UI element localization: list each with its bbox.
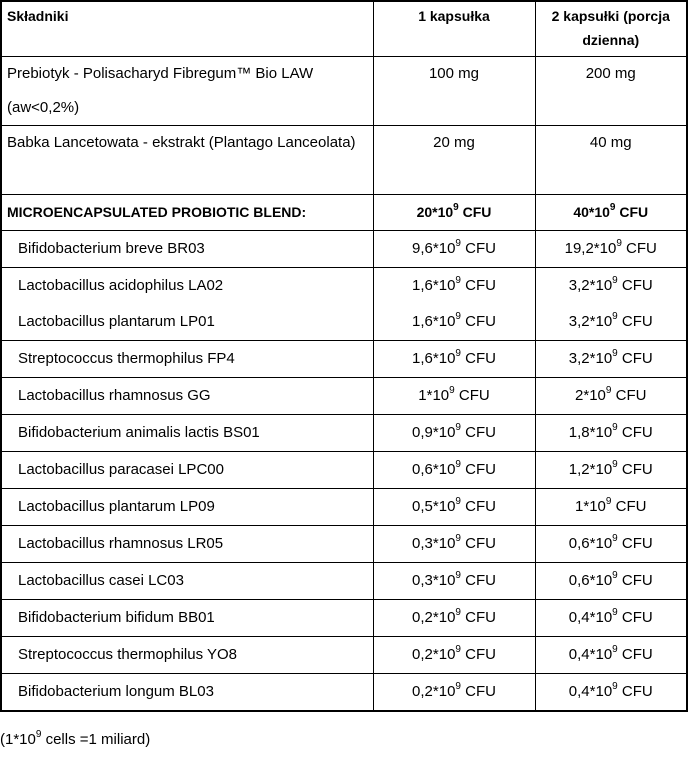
value-prefix: 3,2*10 (568, 277, 613, 294)
cell-one-capsule (373, 268, 535, 305)
value-unit: CFU (617, 609, 653, 626)
cell-two-capsules (535, 674, 687, 712)
cell-two-capsules (535, 526, 687, 563)
cell-two-capsules (535, 452, 687, 489)
cell-two-capsules (535, 489, 687, 526)
table-row-strain (1, 231, 687, 268)
value-unit: CFU (617, 424, 653, 441)
cell-strain-name: Lactobacillus plantarum LP09 (1, 489, 373, 526)
value-exponent: 9 (455, 496, 461, 507)
cell-strain-name: Lactobacillus paracasei LPC00 (1, 452, 373, 489)
value-exponent: 9 (455, 311, 461, 322)
value-exponent: 9 (455, 644, 461, 655)
cell-two-capsules (535, 268, 687, 305)
value-exponent: 9 (609, 202, 616, 214)
value-unit: CFU (460, 313, 496, 330)
value-exponent: 9 (455, 348, 461, 359)
value-unit: CFU (617, 572, 653, 589)
value-prefix: 1,8*10 (568, 424, 613, 441)
value-unit: CFU (460, 498, 496, 515)
table-row-strain (1, 268, 687, 305)
footnote-exponent: 9 (35, 729, 42, 740)
table-row-strain (1, 600, 687, 637)
cell-one-capsule (373, 195, 535, 231)
cell-blend-name: MICROENCAPSULATED PROBIOTIC BLEND: (1, 195, 373, 231)
value-exponent: 9 (616, 238, 622, 249)
cell-ingredient-name: Babka Lancetowata - ekstrakt (Plantago Lanceolata) (1, 126, 373, 195)
table-row-prebiotic (1, 57, 687, 126)
cell-two-capsules (535, 378, 687, 415)
cell-one-capsule (373, 526, 535, 563)
value-unit: CFU (615, 204, 649, 220)
value-unit: CFU (617, 646, 653, 663)
cell-strain-name: Lactobacillus casei LC03 (1, 563, 373, 600)
value-exponent: 9 (455, 238, 461, 249)
value-prefix: 1*10 (418, 387, 450, 404)
table-row-strain (1, 489, 687, 526)
value-prefix: 0,4*10 (568, 646, 613, 663)
value-unit: CFU (460, 609, 496, 626)
value-exponent: 9 (455, 275, 461, 286)
cell-one-capsule: 100 mg (373, 57, 535, 126)
header-ingredient: Składniki (1, 1, 373, 57)
value-prefix: 20*10 (416, 204, 454, 220)
value-exponent: 9 (455, 459, 461, 470)
cell-strain-name: Streptococcus thermophilus FP4 (1, 341, 373, 378)
footnote-suffix: cells =1 miliard) (41, 731, 151, 748)
cell-one-capsule (373, 452, 535, 489)
cell-one-capsule (373, 563, 535, 600)
value-prefix: 0,2*10 (412, 646, 456, 663)
value-exponent: 9 (453, 202, 459, 214)
value-unit: CFU (617, 350, 653, 367)
value-prefix: 1,6*10 (412, 350, 456, 367)
value-exponent: 9 (612, 533, 618, 544)
value-exponent: 9 (455, 681, 461, 692)
value-unit: CFU (460, 424, 496, 441)
value-unit: CFU (611, 387, 647, 404)
value-prefix: 1,6*10 (412, 277, 456, 294)
value-prefix: 0,2*10 (412, 609, 456, 626)
cell-strain-name: Bifidobacterium animalis lactis BS01 (1, 415, 373, 452)
value-prefix: 3,2*10 (568, 350, 613, 367)
cell-two-capsules: 200 mg (535, 57, 687, 126)
value-unit: CFU (458, 204, 492, 220)
value-prefix: 0,6*10 (568, 572, 613, 589)
header-two-capsules: 2 kapsułki (porcja dzienna) (535, 1, 687, 57)
cell-one-capsule (373, 674, 535, 712)
value-prefix: 0,5*10 (412, 498, 456, 515)
cell-one-capsule (373, 637, 535, 674)
table-header-row (1, 1, 687, 57)
value-prefix: 0,2*10 (412, 683, 456, 700)
value-prefix: 0,9*10 (412, 424, 456, 441)
table-row-blend (1, 195, 687, 231)
cell-strain-name: Lactobacillus rhamnosus LR05 (1, 526, 373, 563)
value-prefix: 3,2*10 (568, 313, 613, 330)
value-unit: CFU (460, 277, 496, 294)
value-prefix: 0,3*10 (412, 572, 456, 589)
value-unit: CFU (454, 387, 490, 404)
cell-two-capsules (535, 415, 687, 452)
cell-two-capsules (535, 341, 687, 378)
value-prefix: 19,2*10 (564, 240, 617, 257)
cell-one-capsule (373, 304, 535, 341)
table-row-strain (1, 415, 687, 452)
value-unit: CFU (460, 535, 496, 552)
value-exponent: 9 (612, 459, 618, 470)
cell-strain-name: Lactobacillus acidophilus LA02 (1, 268, 373, 305)
value-prefix: 40*10 (573, 204, 610, 220)
table-row-strain (1, 526, 687, 563)
value-prefix: 0,4*10 (568, 683, 613, 700)
value-unit: CFU (460, 572, 496, 589)
cell-strain-name: Lactobacillus plantarum LP01 (1, 304, 373, 341)
footnote (0, 730, 150, 750)
value-exponent: 9 (612, 275, 618, 286)
value-exponent: 9 (612, 348, 618, 359)
table-row-strain (1, 378, 687, 415)
value-exponent: 9 (605, 496, 612, 507)
cell-two-capsules (535, 195, 687, 231)
value-unit: CFU (460, 646, 496, 663)
table-row-strain (1, 563, 687, 600)
cell-one-capsule (373, 231, 535, 268)
cell-strain-name: Streptococcus thermophilus YO8 (1, 637, 373, 674)
value-unit: CFU (460, 461, 496, 478)
cell-two-capsules (535, 600, 687, 637)
cell-one-capsule (373, 415, 535, 452)
value-exponent: 9 (455, 422, 461, 433)
value-exponent: 9 (455, 607, 461, 618)
value-prefix: 0,3*10 (412, 535, 456, 552)
value-prefix: 0,6*10 (568, 535, 613, 552)
cell-strain-name: Bifidobacterium longum BL03 (1, 674, 373, 712)
value-unit: CFU (617, 683, 653, 700)
table-row-strain (1, 637, 687, 674)
value-exponent: 9 (612, 570, 618, 581)
cell-two-capsules (535, 304, 687, 341)
value-unit: CFU (621, 240, 657, 257)
cell-one-capsule (373, 378, 535, 415)
cell-one-capsule (373, 341, 535, 378)
value-exponent: 9 (612, 681, 618, 692)
value-prefix: 0,4*10 (568, 609, 613, 626)
footnote-prefix: (1*10 (0, 731, 36, 748)
value-unit: CFU (611, 498, 647, 515)
table-row-strain (1, 674, 687, 712)
cell-two-capsules (535, 563, 687, 600)
value-exponent: 9 (605, 385, 612, 396)
value-prefix: 1,6*10 (412, 313, 456, 330)
table-row-strain (1, 341, 687, 378)
value-prefix: 9,6*10 (412, 240, 456, 257)
value-exponent: 9 (455, 570, 461, 581)
value-prefix: 1*10 (575, 498, 606, 515)
value-unit: CFU (617, 461, 653, 478)
value-prefix: 0,6*10 (412, 461, 456, 478)
value-exponent: 9 (612, 422, 618, 433)
value-prefix: 1,2*10 (568, 461, 613, 478)
cell-two-capsules (535, 637, 687, 674)
value-exponent: 9 (612, 607, 618, 618)
value-exponent: 9 (449, 385, 455, 396)
value-unit: CFU (460, 683, 496, 700)
table-row-strain (1, 452, 687, 489)
cell-strain-name: Bifidobacterium breve BR03 (1, 231, 373, 268)
cell-strain-name: Bifidobacterium bifidum BB01 (1, 600, 373, 637)
value-prefix: 2*10 (575, 387, 606, 404)
value-unit: CFU (460, 350, 496, 367)
cell-two-capsules: 40 mg (535, 126, 687, 195)
table-row-strain (1, 304, 687, 341)
value-exponent: 9 (612, 311, 618, 322)
table-row-plantain (1, 126, 687, 195)
cell-ingredient-name: Prebiotyk - Polisacharyd Fibregum™ Bio LAW (aw<0,2%) (1, 57, 373, 126)
value-exponent: 9 (455, 533, 461, 544)
cell-strain-name: Lactobacillus rhamnosus GG (1, 378, 373, 415)
cell-two-capsules (535, 231, 687, 268)
header-one-capsule: 1 kapsułka (373, 1, 535, 57)
value-unit: CFU (460, 240, 496, 257)
value-unit: CFU (617, 277, 653, 294)
cell-one-capsule (373, 600, 535, 637)
value-unit: CFU (617, 313, 653, 330)
cell-one-capsule: 20 mg (373, 126, 535, 195)
value-exponent: 9 (612, 644, 618, 655)
cell-one-capsule (373, 489, 535, 526)
value-unit: CFU (617, 535, 653, 552)
